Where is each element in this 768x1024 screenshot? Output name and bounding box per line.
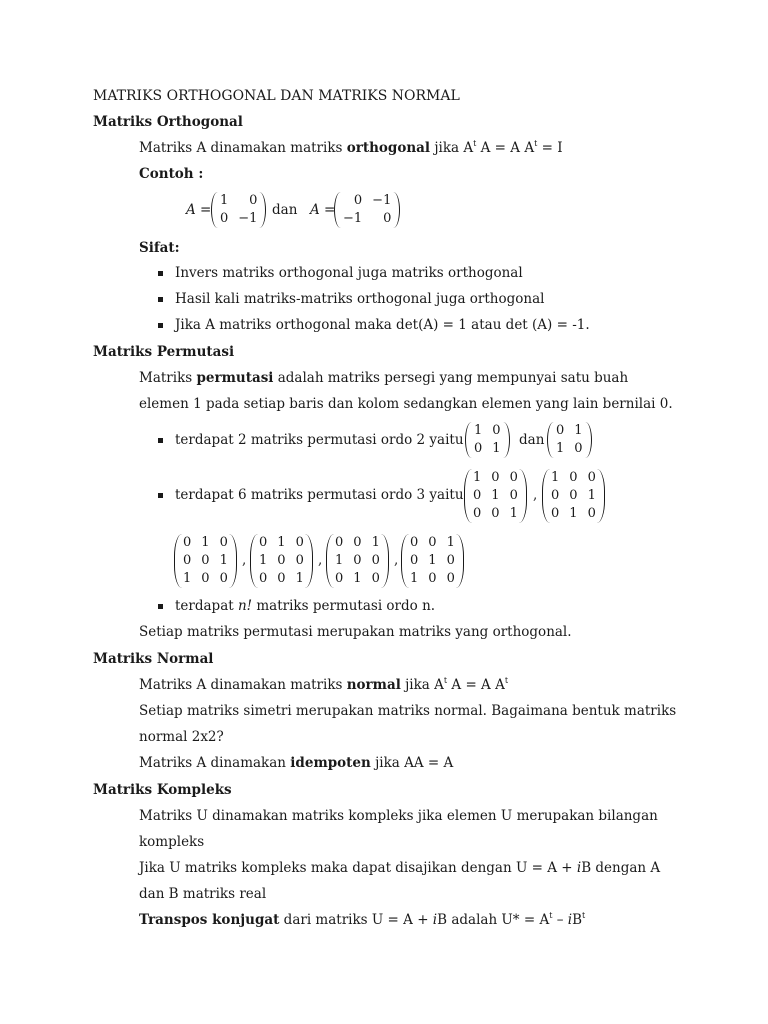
- sifat-label: Sifat:: [139, 240, 180, 256]
- matrix-entry: 0: [183, 535, 192, 550]
- perm2-matrix-2: [547, 422, 592, 458]
- matrix-entry: 0: [428, 571, 437, 586]
- matrix-entry: 1: [491, 488, 500, 503]
- heading-normal: Matriks Normal: [93, 651, 214, 667]
- orthogonal-definition: Matriks A dinamakan matriks orthogonal jika $A^t$ A = A $A^t = I$: [139, 139, 563, 156]
- matrix-entry: 1: [295, 571, 304, 586]
- matrix-entry: 0: [335, 535, 344, 550]
- matrix-entry: 0: [410, 553, 419, 568]
- perm3-matrix-3: [174, 534, 237, 588]
- example-dan: dan: [272, 202, 298, 218]
- normal-line-3: normal 2x2?: [139, 729, 224, 745]
- permutasi-closing: Setiap matriks permutasi merupakan matriks yang orthogonal.: [139, 624, 572, 640]
- heading-permutasi: Matriks Permutasi: [93, 344, 235, 360]
- separator: ,: [318, 552, 323, 568]
- separator: ,: [394, 552, 399, 568]
- matrix-entry: 0: [259, 535, 268, 550]
- permutasi-bullet-ordo2: terdapat 2 matriks permutasi ordo 2 yaitu: [175, 432, 464, 448]
- matrix-entry: 1: [551, 470, 560, 485]
- example-lhs-2: A =: [310, 202, 336, 218]
- matrix-entry: 0: [551, 506, 560, 521]
- matrix-entry: 0: [473, 506, 482, 521]
- matrix-entry: 0: [551, 488, 560, 503]
- perm3-matrix-5: [326, 534, 389, 588]
- matrix-entry: 0: [277, 553, 286, 568]
- permutasi-bullet-ordo-n: terdapat n! matriks permutasi ordo n.: [175, 598, 436, 614]
- matrix-entry: 1: [371, 535, 380, 550]
- matrix-entry: 1: [446, 535, 455, 550]
- matrix-entry: 0: [353, 193, 363, 208]
- permutasi-definition-2: elemen 1 pada setiap baris dan kolom sedangkan elemen yang lain bernilai 0.: [139, 396, 673, 412]
- sifat-item-1: Invers matriks orthogonal juga matriks orthogonal: [175, 265, 523, 281]
- matrix-entry: 1: [428, 553, 437, 568]
- matrix-entry: 0: [295, 535, 304, 550]
- matrix-entry: 0: [219, 535, 228, 550]
- matrix-entry: 0: [383, 211, 392, 226]
- matrix-entry: 0: [259, 571, 268, 586]
- example-matrix-2: [334, 192, 400, 228]
- kompleks-line-4: dan B matriks real: [139, 886, 267, 902]
- matrix-entry: 0: [491, 506, 500, 521]
- heading-orthogonal: Matriks Orthogonal: [93, 114, 243, 130]
- kompleks-line-2: kompleks: [139, 834, 205, 850]
- page-title: MATRIKS ORTHOGONAL DAN MATRIKS NORMAL: [93, 88, 460, 104]
- matrix-entry: 1: [353, 571, 362, 586]
- kompleks-line-3: Jika U matriks kompleks maka dapat disajikan dengan U = A + iB dengan A: [139, 860, 661, 876]
- matrix-entry: 1: [556, 441, 565, 456]
- matrix-entry: 0: [219, 571, 228, 586]
- matrix-entry: 0: [220, 211, 229, 226]
- normal-line-2: Setiap matriks simetri merupakan matriks normal. Bagaimana bentuk matriks: [139, 703, 677, 719]
- matrix-entry: 0: [509, 488, 518, 503]
- matrix-entry: 0: [587, 506, 596, 521]
- matrix-entry: 0: [201, 553, 210, 568]
- matrix-entry: 0: [249, 193, 258, 208]
- matrix-entry: 1: [259, 553, 268, 568]
- sifat-item-3: Jika A matriks orthogonal maka det(A) = 1 atau det (A) = -1.: [175, 317, 590, 333]
- perm3-matrix-1: [464, 469, 527, 523]
- perm3-matrix-6: [401, 534, 464, 588]
- matrix-entry: 0: [556, 423, 565, 438]
- sifat-item-2: Hasil kali matriks-matriks orthogonal juga orthogonal: [175, 291, 545, 307]
- matrix-entry: 1: [509, 506, 518, 521]
- matrix-entry: 0: [371, 571, 380, 586]
- example-matrix-1: [211, 192, 266, 228]
- matrix-entry: 0: [410, 535, 419, 550]
- contoh-label: Contoh :: [139, 166, 204, 182]
- matrix-entry: 1: [569, 506, 578, 521]
- matrix-entry: 1: [335, 553, 344, 568]
- matrix-entry: −1: [343, 211, 363, 226]
- normal-definition: Matriks A dinamakan matriks normal jika $A^t$ A = A $A^t$: [139, 676, 509, 693]
- matrix-entry: 1: [492, 441, 501, 456]
- matrix-entry: 1: [574, 423, 583, 438]
- matrix-entry: 0: [335, 571, 344, 586]
- perm3-matrix-4: [250, 534, 313, 588]
- matrix-entry: 1: [277, 535, 286, 550]
- kompleks-line-1: Matriks U dinamakan matriks kompleks jika elemen U merupakan bilangan: [139, 808, 658, 824]
- example-lhs-1: A =: [186, 202, 212, 218]
- matrix-entry: 0: [371, 553, 380, 568]
- permutasi-definition: Matriks permutasi adalah matriks persegi yang mempunyai satu buah: [139, 370, 629, 386]
- idempoten-definition: Matriks A dinamakan idempoten jika AA = A: [139, 755, 454, 771]
- matrix-entry: 1: [587, 488, 596, 503]
- matrix-entry: 0: [574, 441, 583, 456]
- matrix-entry: 0: [474, 441, 483, 456]
- matrix-entry: 0: [428, 535, 437, 550]
- permutasi-bullet-ordo3: terdapat 6 matriks permutasi ordo 3 yaitu: [175, 487, 464, 503]
- matrix-entry: 0: [492, 423, 501, 438]
- matrix-entry: 0: [587, 470, 596, 485]
- heading-kompleks: Matriks Kompleks: [93, 782, 232, 798]
- perm2-dan: dan: [519, 432, 545, 448]
- matrix-entry: 0: [277, 571, 286, 586]
- matrix-entry: 0: [569, 470, 578, 485]
- matrix-entry: 0: [353, 553, 362, 568]
- matrix-entry: 0: [183, 553, 192, 568]
- transpos-konjugat-definition: Transpos konjugat dari matriks U = A + iB adalah $U* = A^t - iB^t$: [139, 911, 586, 928]
- matrix-entry: 1: [473, 470, 482, 485]
- matrix-entry: 0: [446, 553, 455, 568]
- matrix-entry: 1: [201, 535, 210, 550]
- matrix-entry: 0: [473, 488, 482, 503]
- matrix-entry: −1: [372, 193, 392, 208]
- separator: ,: [242, 552, 247, 568]
- matrix-entry: 0: [569, 488, 578, 503]
- matrix-entry: 0: [295, 553, 304, 568]
- perm2-matrix-1: [465, 422, 510, 458]
- matrix-entry: 0: [491, 470, 500, 485]
- matrix-entry: 1: [220, 193, 229, 208]
- perm3-matrix-2: [542, 469, 605, 523]
- matrix-entry: 0: [509, 470, 518, 485]
- matrix-entry: −1: [238, 211, 258, 226]
- matrix-entry: 0: [353, 535, 362, 550]
- matrix-entry: 1: [219, 553, 228, 568]
- matrix-entry: 1: [183, 571, 192, 586]
- matrix-entry: 0: [201, 571, 210, 586]
- matrix-entry: 1: [474, 423, 483, 438]
- separator: ,: [533, 487, 538, 503]
- matrix-entry: 1: [410, 571, 419, 586]
- matrix-entry: 0: [446, 571, 455, 586]
